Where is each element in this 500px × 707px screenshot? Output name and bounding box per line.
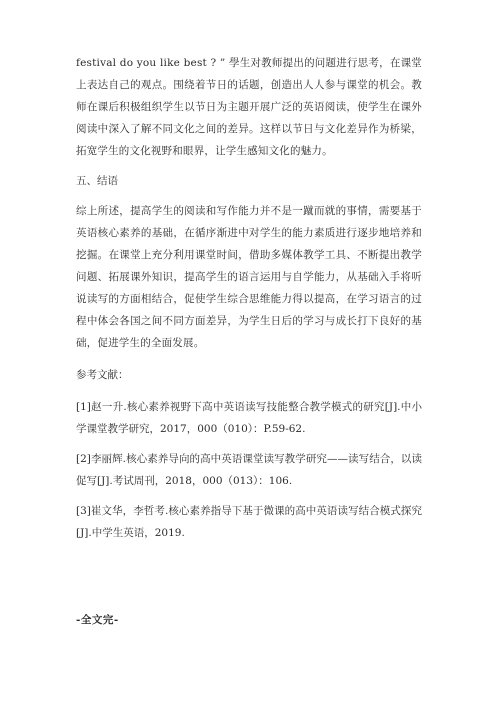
section-heading-conclusion: 五、结语 [76,175,118,187]
document-body [76,52,422,552]
reference-item-1: [1]赵一升.核心素养视野下高中英语读写技能整合教学模式的研究[J].中小学课堂教学研究，2017，000（010）：P.59-62. [76,401,422,435]
paragraph-festival: festival do you like best ? ” 學生对教师提出的问题进行思考，在课堂上表达自己的观点。围绕着节日的话题，创造出人人参与课堂的机会。教师在课后积极组织学生以节日为主题开展广泛的英语阅读，使学生在课外阅读中深入了解不同文化之间的差异。这样以节日与文化差异作为桥梁，拓宽学生的文化视野和眼界，让学生感知文化的魅力。 [76,57,422,157]
paragraph-conclusion: 综上所述，提高学生的阅读和写作能力并不是一蹴而就的事情，需要基于英语核心素养的基础，在循序渐进中对学生的能力素质进行逐步地培养和挖掘。在课堂上充分利用课堂时间，借助多媒体教学工具、不断提出教学问题、拓展课外知识，提高学生的语言运用与自学能力，从基础入手将听说读写的方面相结合，促使学生综合思维能力得以提高，在学习语言的过程中体会各国之间不同方面差异，为学生日后的学习与成长打下良好的基础，促进学生的全面发展。 [76,205,422,349]
end-of-document-mark: -全文完- [76,614,119,626]
reference-item-2: [2]李丽辉.核心素养导向的高中英语课堂读写教学研究——读写结合，以读促写[J].考试周刊，2018，000（013）：106. [76,453,422,487]
references-title: 参考文献： [76,369,129,381]
reference-item-3: [3]崔文华，李哲考.核心素养指导下基于微课的高中英语读写结合模式探究[J].中学生英语，2019. [76,505,422,539]
